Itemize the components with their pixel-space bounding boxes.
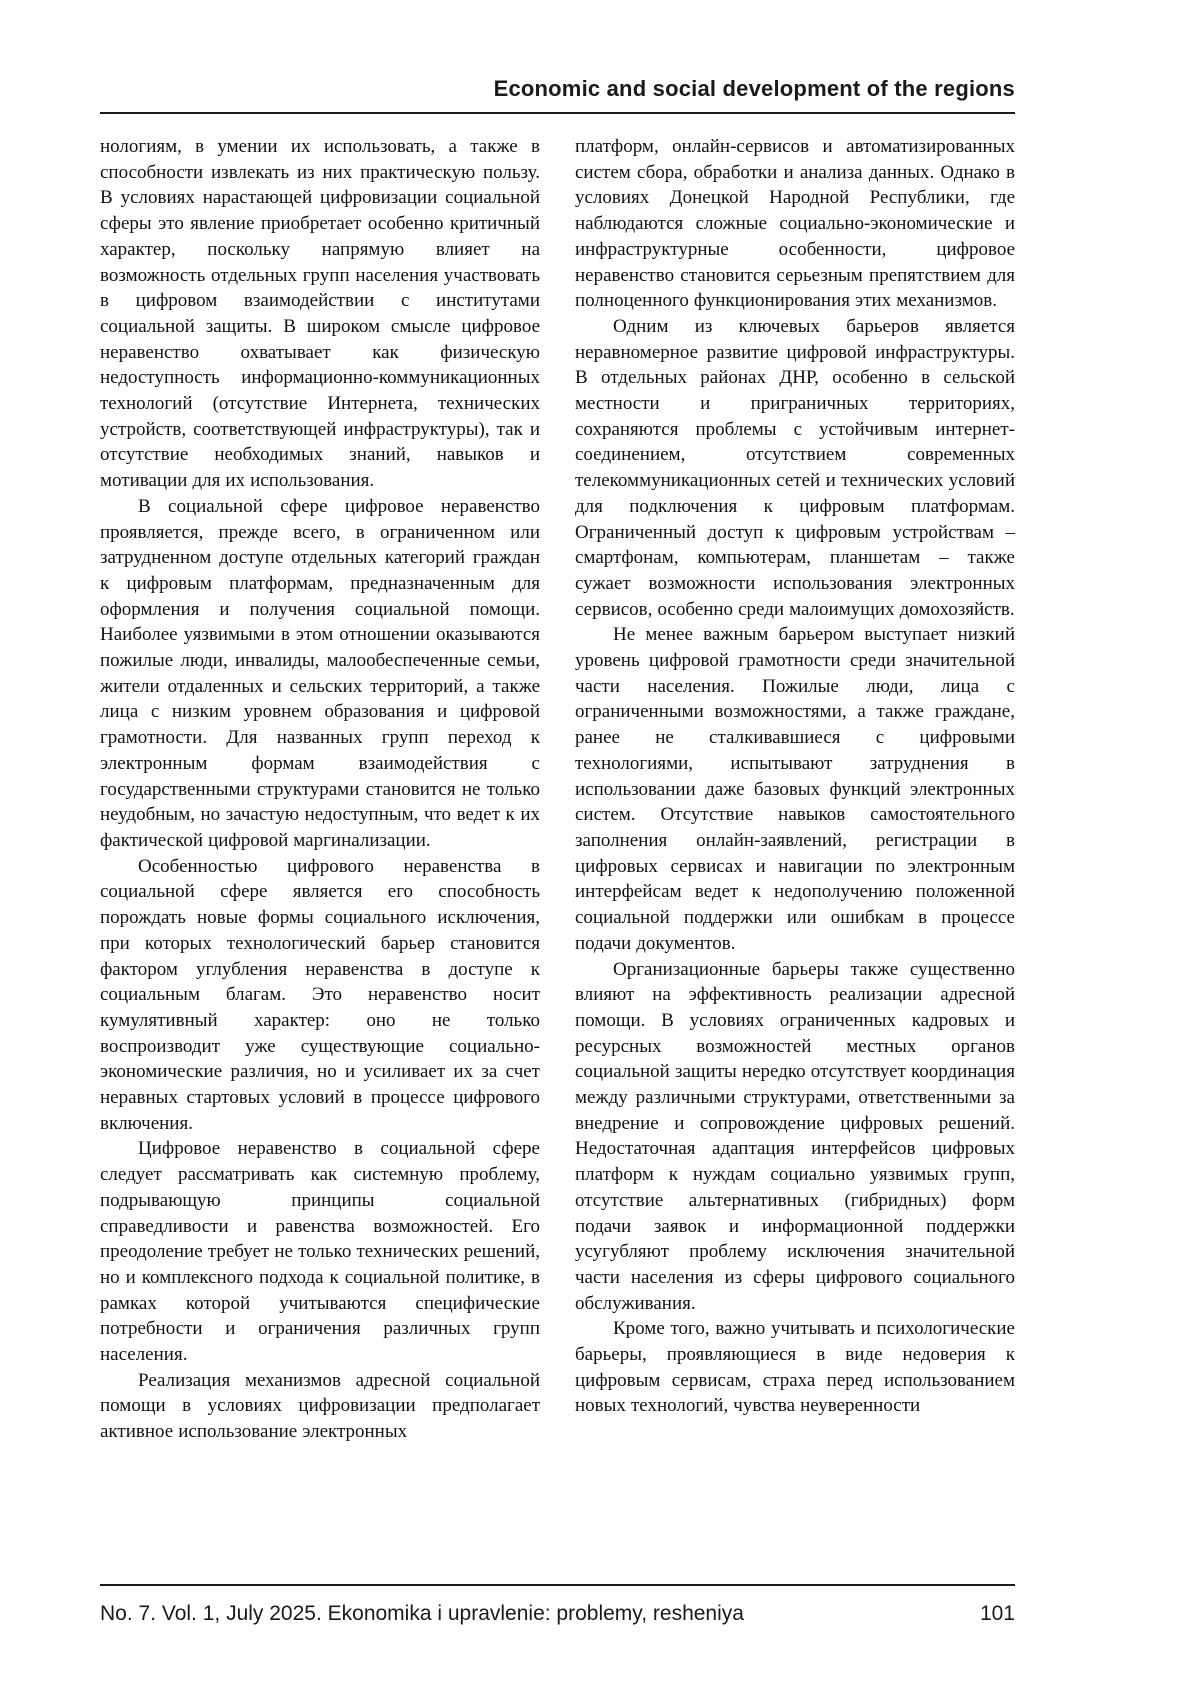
article-body <box>100 134 1015 1445</box>
journal-citation: No. 7. Vol. 1, July 2025. Ekonomika i upravlenie: problemy, resheniya <box>100 1602 744 1625</box>
body-paragraph: Не менее важным барьером выступает низкий уровень цифровой грамотности среди значительной части населения. Пожилые люди, лица с ограниченными возможностями, а также граждане, ранее не сталкивавшиеся с цифровыми технологиями, испытывают затруднения в использовании даже базовых функций электронных систем. Отсутствие навыков самостоятельного заполнения онлайн-заявлений, регистрации в цифровых сервисах и навигации по электронным интерфейсам ведет к недополучению положенной социальной поддержки или ошибкам в процессе подачи документов. <box>575 624 1015 954</box>
page-header <box>100 76 1015 114</box>
page-number: 101 <box>979 1602 1015 1625</box>
body-paragraph: Кроме того, важно учитывать и психологические барьеры, проявляющиеся в виде недоверия к цифровым сервисам, страха перед использованием новых технологий, чувства неуверенности <box>575 1318 1015 1417</box>
body-paragraph: Организационные барьеры также существенно влияют на эффективность реализации адресной помощи. В условиях ограниченных кадровых и ресурсных возможностей местных органов социальной защиты нередко отсутствует координация между различными структурами, ответственными за внедрение и сопровождение цифровых решений. Недостаточная адаптация интерфейсов цифровых платформ к нуждам социально уязвимых групп, отсутствие альтернативных (гибридных) форм подачи заявок и информационной поддержки усугубляют проблему исключения значительной части населения из сферы цифрового социального обслуживания. <box>575 958 1015 1314</box>
body-paragraph: нологиям, в умении их использовать, а также в способности извлекать из них практическую пользу. В условиях нарастающей цифровизации социальной сферы это явление приобретает особенно критичный характер, поскольку напрямую влияет на возможность отдельных групп населения участвовать в цифровом взаимодействии с институтами социальной защиты. В широком смысле цифровое неравенство охватывает как физическую недоступность информационно-коммуникационных технологий (отсутствие Интернета, технических устройств, соответствующей инфраструктуры), так и отсутствие необходимых знаний, навыков и мотивации для их использования. <box>100 136 540 492</box>
footer-rule <box>100 1584 1015 1586</box>
body-paragraph: платформ, онлайн-сервисов и автоматизированных систем сбора, обработки и анализа данных. Однако в условиях Донецкой Народной Республики, где наблюдаются сложные социально-экономические и инфраструктурные особенности, цифровое неравенство становится серьезным препятствием для полноценного функционирования этих механизмов. <box>575 136 1015 312</box>
body-paragraph: Одним из ключевых барьеров является неравномерное развитие цифровой инфраструктуры. В отдельных районах ДНР, особенно в сельской местности и приграничных территориях, сохраняются проблемы с устойчивым интернет-соединением, отсутствием современных телекоммуникационных сетей и технических условий для подключения к цифровым платформам. Ограниченный доступ к цифровым устройствам – смартфонам, компьютерам, планшетам – также сужает возможности использования электронных сервисов, особенно среди малоимущих домохозяйств. <box>575 315 1015 620</box>
right-column <box>575 134 1015 1445</box>
page-footer <box>100 1584 1015 1626</box>
body-paragraph: В социальной сфере цифровое неравенство проявляется, прежде всего, в ограниченном или затрудненном доступе отдельных категорий граждан к цифровым платформам, предназначенным для оформления и получения социальной помощи. Наиболее уязвимыми в этом отношении оказываются пожилые люди, инвалиды, малообеспеченные семьи, жители отдаленных и сельских территорий, а также лица с низким уровнем образования и цифровой грамотности. Для названных групп переход к электронным формам взаимодействия с государственными структурами становится не только неудобным, но зачастую недоступным, что ведет к их фактической цифровой маргинализации. <box>100 495 540 851</box>
body-paragraph: Цифровое неравенство в социальной сфере следует рассматривать как системную проблему, подрывающую принципы социальной справедливости и равенства возможностей. Его преодоление требует не только технических решений, но и комплексного подхода к социальной политике, в рамках которой учитываются специфические потребности и ограничения различных групп населения. <box>100 1138 540 1366</box>
body-paragraph: Особенностью цифрового неравенства в социальной сфере является его способность порождать новые формы социального исключения, при которых технологический барьер становится фактором углубления неравенства в доступе к социальным благам. Это неравенство носит кумулятивный характер: оно не только воспроизводит уже существующие социально-экономические различия, но и усиливает их за счет неравных стартовых условий в процессе цифрового включения. <box>100 855 540 1134</box>
header-rule <box>100 112 1015 114</box>
body-paragraph: Реализация механизмов адресной социальной помощи в условиях цифровизации предполагает активное использование электронных <box>100 1369 540 1443</box>
left-column <box>100 134 540 1445</box>
running-head: Economic and social development of the regions <box>493 76 1015 101</box>
